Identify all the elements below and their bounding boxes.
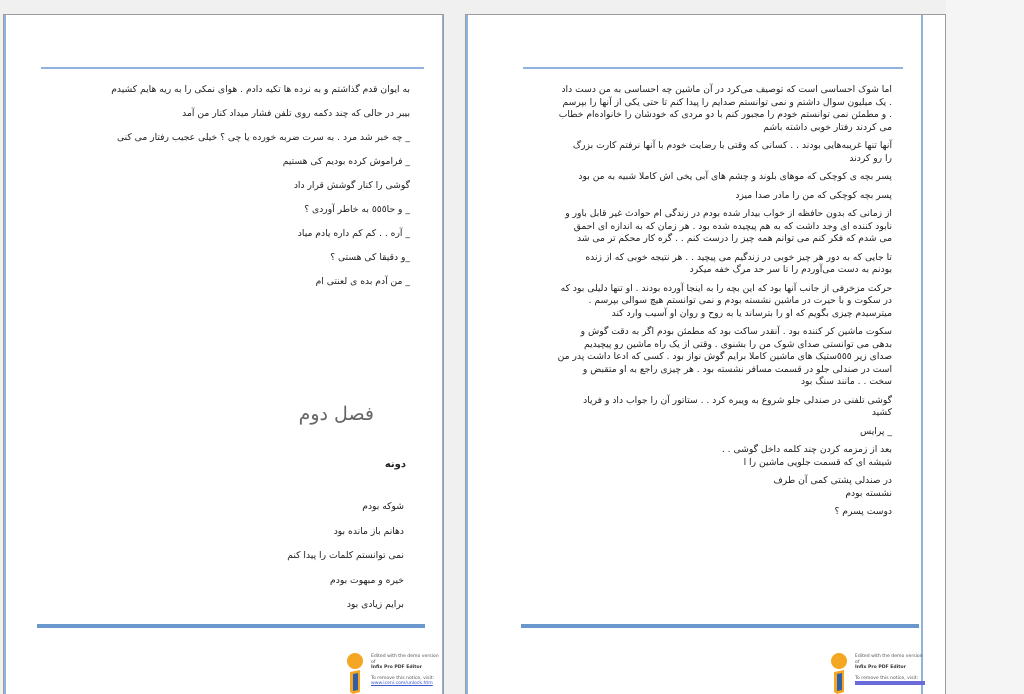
text-line: . یک میلیون سوال داشتم و نمی توانستم صدایم را پیدا کنم تا حتی یکی از آنها را بپرسم: [562, 96, 892, 108]
viewer-margin: [946, 0, 1024, 694]
paragraph: [518, 208, 892, 246]
text-line: صدای زیر ٥٥٥ستیک های ماشین کاملا برایم گوش نواز بود . کسی که ادعا داشت پدر من: [557, 351, 892, 362]
poem-line: خیره و مبهوت بودم: [330, 574, 404, 586]
poem-line: نمی توانستم کلمات را پیدا کنم: [287, 550, 404, 561]
text-line: پسر بچه کوچکی که من را مادر صدا میزد: [735, 189, 892, 201]
text-line: سخت . . مانند سنگ بود: [800, 376, 892, 387]
text-line: می شدم که فکر کنم می توانم همه چیز را درست کنم . . گره کار محکم تر می شد: [576, 233, 892, 244]
watermark-text: [371, 654, 444, 687]
paragraph: [518, 444, 892, 469]
paragraph: [518, 395, 892, 420]
infix-logo-icon: [344, 652, 366, 694]
paragraph: _ چه خبر شد مرد . به سرت ضربه خورده یا چی ؟ خیلی عجیب رفتار می کنی: [116, 132, 410, 143]
header-rule: [523, 67, 903, 69]
header-rule: [41, 67, 424, 69]
text-line: می کردند رفتار خوبی داشته باشم: [763, 121, 892, 133]
paragraph: [518, 140, 892, 165]
text-line: در صندلی پشتی کمی آن طرف: [773, 475, 892, 486]
footer-rule: [521, 624, 919, 628]
text-line: را رو کردند: [849, 152, 892, 164]
text-line: از زمانی که بدون حافظه از خواب بیدار شده بودم در زندگی ام حوادث غیر قابل باور و: [565, 208, 892, 219]
watermark-line: Edited with the demo version of: [371, 654, 439, 665]
text-line: بعد از زمزمه کردن چند کلمه داخل گوشی . .: [721, 444, 892, 455]
footer-rule: [37, 624, 425, 628]
text-line: است در صندلی جلو در قسمت مسافر نشسته بود . هر چیزی راجع به او متقبض و: [582, 363, 892, 375]
page-margin-line: [466, 15, 468, 694]
paragraph: [518, 190, 892, 203]
paragraph: _ آره . . کم کم داره یادم میاد: [297, 228, 410, 239]
text-line: _ پرایس: [860, 425, 892, 437]
text-line: اما شوک احساسی است که توصیف می‌کرد در آن ماشین چه احساسی به من دست داد: [561, 84, 892, 95]
text-line: پسر بچه ی کوچکی که موهای بلوند و چشم های آبی یخی اش کاملا شبیه به من بود: [578, 171, 892, 182]
text-line: نابود کننده ای وجد داشت که به هم پیچیده شده بود . هر زمان که به اندازه ای احمق: [573, 220, 892, 232]
infix-logo-icon: [828, 652, 850, 694]
text-line: بدهی می توانستی صدای شوک من را بشنوی . وقتی از یک راه ماشین رو پیچیدیم: [583, 338, 892, 350]
paragraph: بیبر در حالی که چند دکمه روی تلفن فشار میداد کنار من آمد: [182, 108, 410, 119]
text-line: آنها تنها غریبه‌هایی بودند . . کسانی که وقتی با رضایت خودم با آنها نرفتم کارت بزرگ: [572, 140, 892, 151]
poem-line: برایم زیادی بود: [346, 599, 404, 610]
paragraph: [518, 252, 892, 277]
poem-line: شوکه بودم: [362, 501, 404, 512]
paragraph: [518, 171, 892, 184]
watermark-line: To remove this notice, visit:: [855, 675, 919, 681]
watermark-link-redacted[interactable]: [855, 681, 928, 687]
section-heading: دونه: [384, 459, 406, 470]
pdf-page-left: [3, 14, 444, 694]
paragraph: [518, 506, 892, 519]
paragraph: _ و حا٥٥٥ به خاطر آوردی ؟: [304, 204, 410, 215]
paragraph: [518, 84, 892, 134]
text-line: در سکوت و با حیرت در ماشین نشسته بودم و نمی توانستم هیچ سوالی بپرسم .: [588, 295, 892, 306]
page-margin-line: [921, 15, 923, 694]
watermark-product: Infix Pro PDF Editor: [371, 665, 422, 671]
left-page-text: [24, 84, 410, 300]
text-line: تا جایی که به دور هر چیز خوبی در زندگیم می پیچید . . هر نتیجه خوبی که از زنده: [585, 251, 892, 263]
watermark-text: [855, 654, 928, 687]
infix-watermark: [344, 652, 444, 694]
watermark-product: Infix Pro PDF Editor: [855, 665, 906, 671]
paragraph: به ایوان قدم گذاشتم و به نرده ها تکیه دادم . هوای نمکی را به ریه هایم کشیدم: [111, 84, 410, 95]
watermark-line: To remove this notice, visit:: [371, 675, 435, 681]
text-line: . و مطمئن نمی توانستم خودم را مجبور کنم با دو مردی که خودشان را خانواده‌ام خطاب: [558, 109, 892, 120]
text-line: گوشی تلفنی در صندلی جلو شروع به ویبره کرد . . ستاتور آن را جواب داد و فریاد: [583, 394, 892, 406]
pdf-page-right: [465, 14, 946, 694]
text-line: حرکت مزخرفی از جانب آنها بود که این بچه را به اینجا آورده بودند . او تنها دلیلی بود که: [560, 282, 892, 294]
paragraph: _ من آدم بده ی لعنتی ام: [315, 276, 410, 287]
watermark-link[interactable]: www.iceni.com/unlock.htm: [371, 681, 433, 687]
paragraph: [518, 283, 892, 321]
paragraph: [518, 426, 892, 439]
chapter-title: فصل دوم: [298, 403, 374, 425]
paragraph: [518, 326, 892, 389]
poem: [154, 501, 404, 624]
infix-watermark: [828, 652, 928, 694]
text-line: بودنم به دست می‌آوردم را تا سر حد مرگ خفه میکرد: [689, 264, 892, 275]
paragraph: [518, 475, 892, 500]
paragraph: _و دقیقا کی هستی ؟: [330, 252, 410, 263]
page-margin-line: [442, 15, 444, 694]
text-line: کشید: [871, 407, 892, 418]
text-line: سکوت ماشین کر کننده بود . آنقدر ساکت بود که مطمئن بودم اگر به دقت گوش و: [580, 326, 892, 337]
paragraph: گوشی را کنار گوشش قرار داد: [293, 180, 410, 191]
page-margin-line: [4, 15, 6, 694]
poem-line: دهانم باز مانده بود: [333, 525, 404, 537]
watermark-line: Edited with the demo version of: [855, 654, 923, 665]
right-page-text: [518, 84, 892, 525]
text-line: میترسیدم چیزی بگویم که او را بترساند یا به روح و روان او آسیب وارد کند: [611, 307, 892, 319]
text-line: شیشه ای که قسمت جلویی ماشین را ا: [743, 456, 892, 468]
paragraph: _ فراموش کرده بودیم کی هستیم: [282, 156, 410, 167]
text-line: دوست پسرم ؟: [834, 506, 892, 517]
text-line: نشسته بودم: [845, 487, 892, 499]
